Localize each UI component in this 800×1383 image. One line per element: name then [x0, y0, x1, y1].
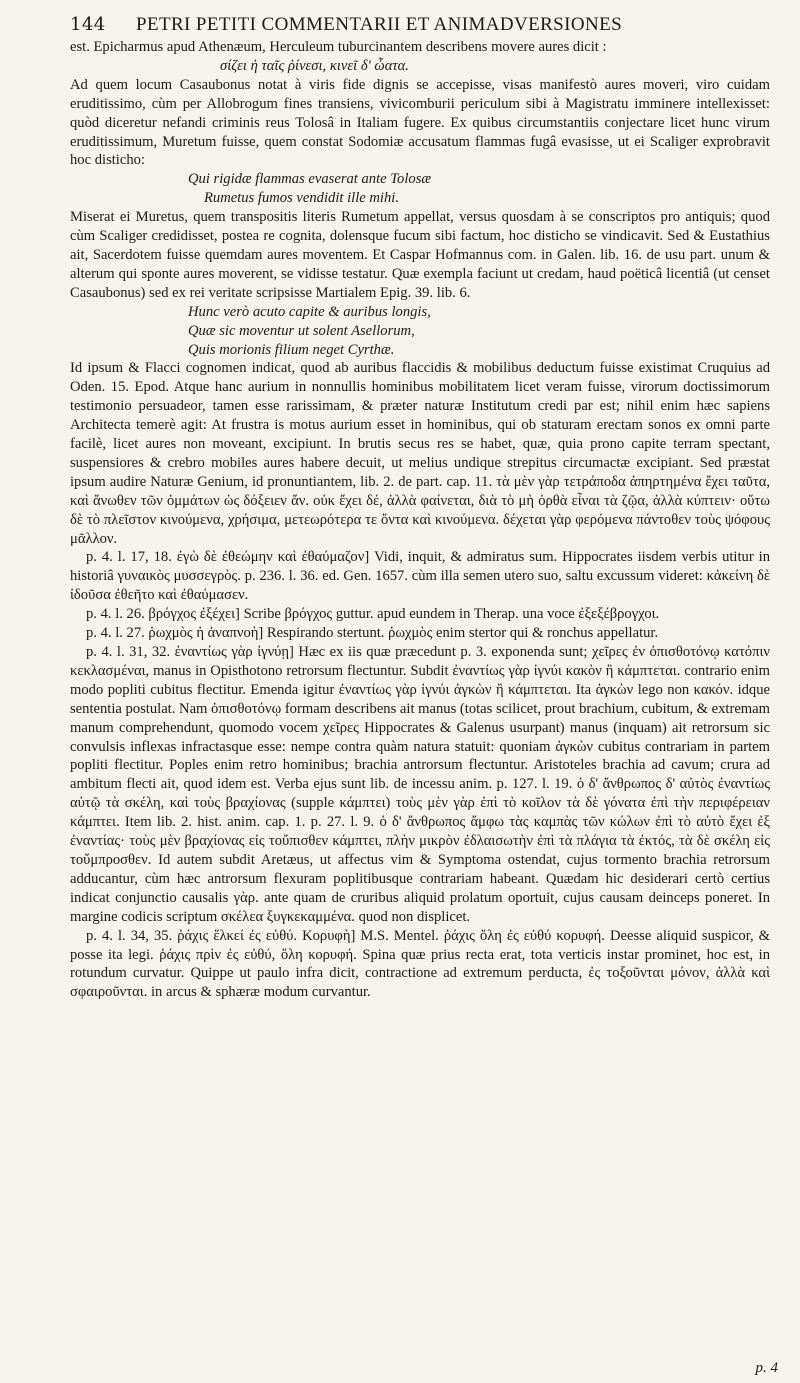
verse-line: Quis morionis filium neget Cyrthæ. — [188, 341, 395, 358]
page-number: 144 — [70, 14, 106, 35]
note-entry: p. 4. l. 17, 18. ἐγὼ δὲ ἐθεώμην καὶ ἐθαύμαζον] Vidi, inquit, & admiratus sum. Hippocrates iisdem verbis utitur in historiâ γυναικὸς μυσσεγρὸς. p. 236. l. 36. ed. Gen. 1657. cùm illa semen utero suo, saltu excussum videret: κἀκείνη δὲ ἰδοῦσα ἐθεῆτο καὶ ἐθαύμασεν. — [70, 549, 770, 604]
greek-quotation: σίζει ἡ ταῖς ῥίνεσι, κινεῖ δ' ὦατα. — [220, 57, 409, 74]
paragraph: Ad quem locum Casaubonus notat à viris fide dignis se accepisse, visas manifestò aures moveri, viro cuidam eruditissimo, cùm per Allobrogum fines transiens, vivicomburii periculum sibi à Magistratu imminere intellexisset: quòd diceretur nefandi criminis reus Tolosâ in Italiam fugere. Ex quibus circumstantiis conjectare licet hunc virum eruditissimum, Muretum fuisse, quem constat Sodomiæ accusatum flammas fugâ evasisse, ut ei Scaliger exprobravit hoc disticho: — [70, 76, 770, 169]
running-title: PETRI PETITI COMMENTARII ET ANIMADVERSIONES — [136, 14, 623, 35]
note-entry: p. 4. l. 27. ῥωχμὸς ἡ ἀναπνοὴ] Respirando stertunt. ῥωχμὸς enim stertor qui & ronchus appellatur. — [86, 625, 659, 642]
note-entry: p. 4. l. 26. βρόγχος ἐξέχει] Scribe βρόγχος guttur. apud eundem in Therap. una voce ἐξεξέβρογχοι. — [86, 606, 660, 623]
verse-line: Qui rigidæ flammas evaserat ante Tolosæ — [188, 171, 432, 188]
running-header — [70, 14, 770, 36]
paragraph: Id ipsum & Flacci cognomen indicat, quod ab auribus flaccidis & mobilibus deductum fuisse existimat Cruquius ad Oden. 15. Epod. Atque hanc aurium in nonnullis hominibus mobilitatem licet veram fuisse, virorum doctissimorum testimonio persuadeor, tamen esse rarissimam, & præter naturæ Institutum credi par est; nihil enim hæc sapiens Architecta temerè agit: At frustra is motus aurium esset in hominibus, qui ob staturam erectam sonos ex omni parte facilè, licet aures non moveant, excipiunt. In brutis secus res se habet, quæ, quia prono capite terram spectant, suspensiores & crebro mobiles aures habere decuit, ut melius undique strepitus circumactæ excipiant. Sed præstat ipsum audire Naturæ Genium, id pronuntiantem, lib. 2. de part. cap. 11. τὰ μὲν γὰρ τετράποδα ἀπηρτημένα ἔχει ταῦτα, καὶ ἄνωθεν τῶν ὀμμάτων ὡς δόξειεν ἄν. οὐκ ἔχει δέ, ἀλλὰ φαίνεται, διὰ τὸ μὴ ὀρθὰ εἶναι τὰ ζῷα, ἀλλὰ κύπτειν· οὕτω δὲ τὸ πλεῖστον κινούμενα, χρήσιμα, μετεωρότερα τε ὄντα καὶ κινούμενα. δέχεται γὰρ φερόμενα πάντοθεν τοὺς ψόφους μᾶλλον. — [70, 360, 770, 547]
note-entry: p. 4. l. 34, 35. ῥάχις ἕλκεί ἐς εὐθύ. Κορυφὴ] M.S. Mentel. ῥάχις ὅλη ἐς εὐθύ κορυφή. Deesse aliquid suspicor, & posse ita legi. ῥάχις πρὶν ἐς εὐθύ, ὅλη κορυφή. Spina quæ prius recta erat, tota verticis instar prominet, hoc est, in rotundum curvatur. Quippe ut paulo infra dicit, contractione ad extremum perducta, ἐς τοξοῦνται μόνον, ἀλλὰ καὶ σφαιροῦνται. in arcus & sphæræ modum curvantur. — [70, 927, 770, 1001]
paragraph: Miserat ei Muretus, quem transpositis literis Rumetum appellat, versus quosdam à se conscriptos pro antiquis; quod cùm Scaliger credidisset, postea re cognita, dolensque fucum sibi factum, hoc disticho se vindicavit. Sed & Eustathius ait, Sacerdotem fuisse quemdam aures moventem. Et Caspar Hofmannus com. in Galen. lib. 16. de usu part. unum & alterum qui sponte aures moverent, se vidisse testatur. Quæ exempla faciunt ut credam, haud poëticâ licentiâ (ut censet Casaubonus) sed ex rei veritate scripsisse Martialem Epig. 39. lib. 6. — [70, 209, 770, 301]
verse-line: Quæ sic moventur ut solent Asellorum, — [188, 322, 415, 339]
note-entry: p. 4. l. 31, 32. ἐναντίως γὰρ ἰγνύῃ] Hæc ex iis quæ præcedunt p. 3. exponenda sunt; χεῖρες ἐν ὀπισθοτόνῳ κατόπιν κεκλασμέναι, manus in Opisthotono retrorsum flectuntur. Subdit ἐναντίως γὰρ ἰγνύι κακὸν ἢ κάμπτεται. contrario enim modo popliti cubitus flectitur. Emenda igitur ἐναντίως γὰρ ἰγνύι ἀγκὼν ἢ κάμπτεται. Ita ἀγκὼν lego non κακόν. idque sententia postulat. Nam ὀπισθοτόνῳ formam describens ait manus (totas scilicet, prout brachium, cubitum, & extremam manum comprehendunt, quomodo vocem χεῖρες Hippocrates & Galenus usurpant) manus (inquam) ait retrorsum sic convulsis inflexas infractasque esse: nempe contra quàm natura statuit: quoniam ἀγκὼν cubitus contrariam in partem popliti flectitur. Poples enim retro hominibus; brachia antrorsum flectuntur. Aristoteles brachia ad cavum; crura ad ambitum flecti ait, quod idem est. Verba ejus sunt lib. de incessu anim. p. 127. l. 19. ὁ δ' ἄνθρωπος δ' αὐτὸς ἐναντίως αὐτῷ τὰ σκέλη, καὶ τοὺς βραχίονας (supple κάμπτει) τοὺς μὲν γὰρ ἐπὶ τὸ κοῖλον τὰ δὲ γόνατα ἐπὶ τὴν περιφέρειαν κάμπτει. Item lib. 2. hist. anim. cap. 1. p. 27. l. 9. ὁ δ' ἄνθρωπος ἄμφω τὰς καμπὰς τῶν κώλων ἐπὶ τὸ αὐτὸ ἔχει ἐξ ἐναντίας· τοὺς μὲν βραχίονας εἰς τοὔπισθεν κάμπτει, πλὴν μικρὸν ἐδλαισωτὴν ἐπὶ τὰ πλάγια τὰ ἐκτός, τὰ δὲ σκέλη εἰς τοὔμπροσθεν. Id autem subdit Aretæus, ut affectus vim & Symptoma ostendat, cujus tormento brachia retrorsum adducantur, cùm hæc antrorsum flexuram poplitibusque contrariam habeant. Quædam hic desiderari certò certius indicat conjunctio causalis γὰρ. ante quam de cruribus aliquid prolatum oportuit, cujus causam deinceps poneret. In margine codicis scriptum σκέλεα ξυγκεκαμμένα. quod non displicet. — [70, 644, 770, 925]
verse-line: Rumetus fumos vendidit ille mihi. — [204, 190, 399, 207]
paragraph: est. Epicharmus apud Athenæum, Herculeum tuburcinantem describens movere aures dicit : — [70, 39, 607, 55]
page-signature: p. 4 — [755, 1360, 778, 1376]
commentary-body — [70, 38, 770, 1002]
verse-line: Hunc verò acuto capite & auribus longis, — [188, 303, 431, 320]
